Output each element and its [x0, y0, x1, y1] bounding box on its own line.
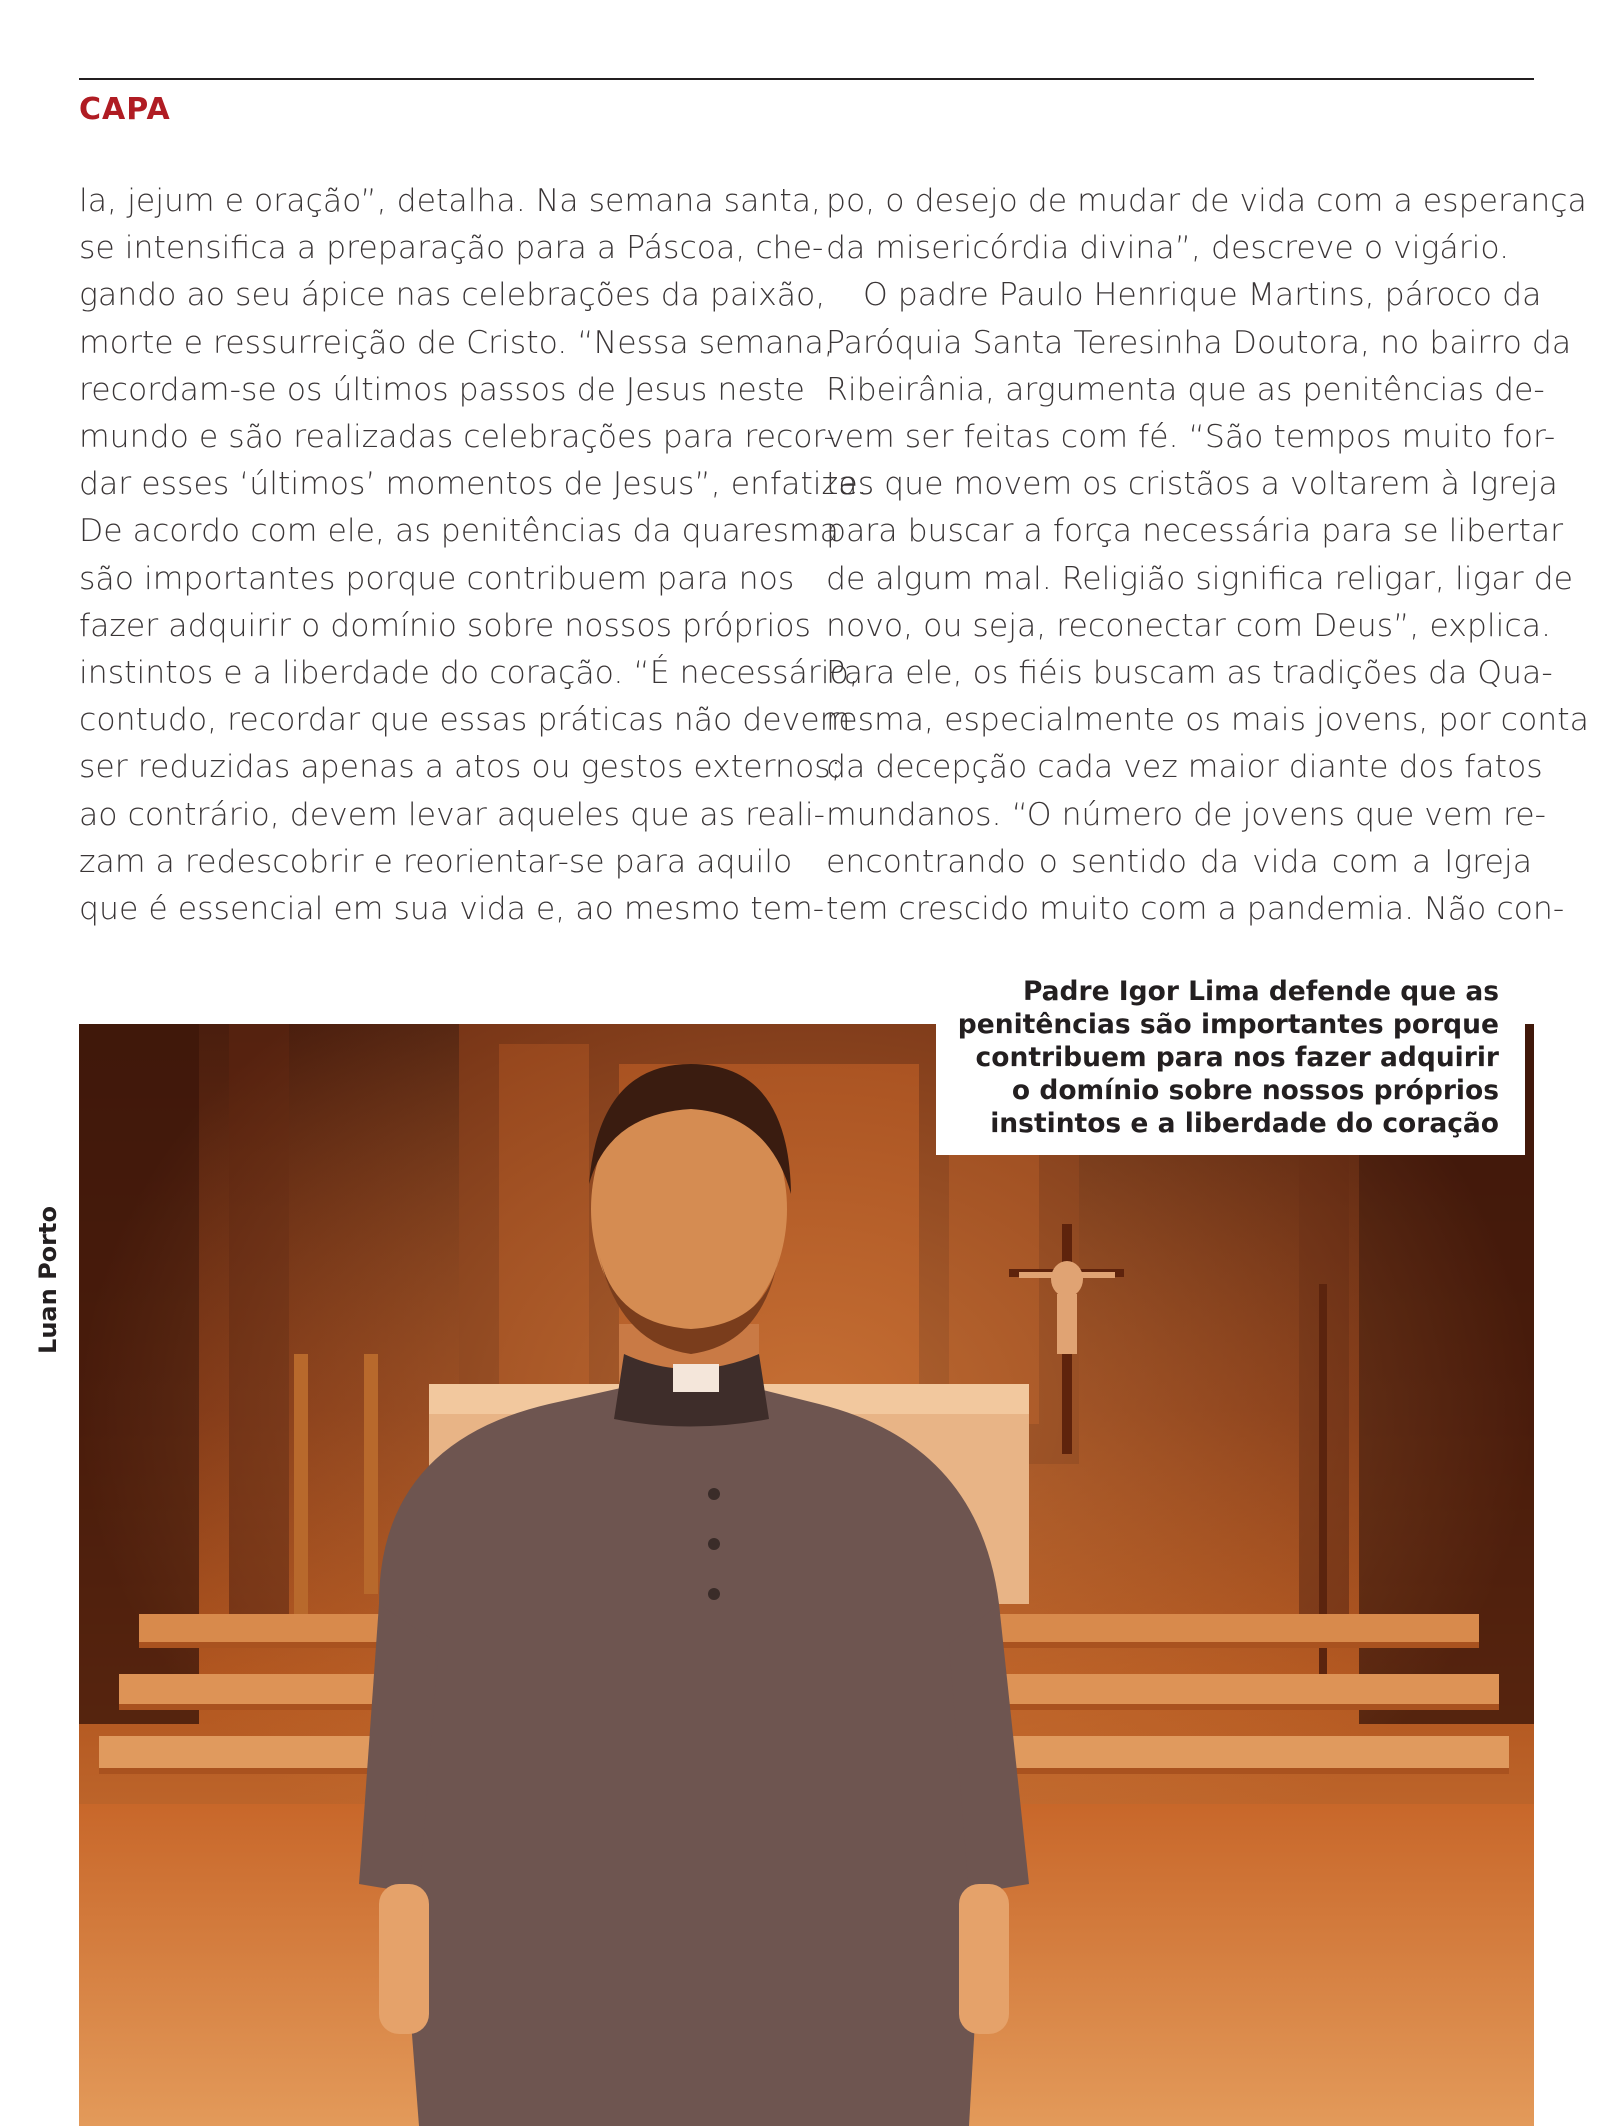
text-line: vem ser feitas com fé. “São tempos muito for-: [826, 419, 1556, 456]
text-line: resma, especialmente os mais jovens, por conta: [826, 702, 1589, 739]
text-line: O padre Paulo Henrique Martins, pároco da: [863, 277, 1542, 314]
text-line: Para ele, os fiéis buscam as tradições da Qua-: [826, 655, 1553, 692]
text-line: recordam-se os últimos passos de Jesus neste: [79, 371, 805, 408]
text-line: tem crescido muito com a pandemia. Não con-: [826, 891, 1565, 928]
header-rule: [79, 78, 1534, 80]
text-line: zam a redescobrir e reorientar-se para aquilo: [79, 843, 793, 880]
text-line: morte e ressurreição de Cristo. “Nessa semana,: [79, 324, 834, 361]
text-line: Ribeirânia, argumenta que as penitências de-: [826, 371, 1545, 408]
text-line: são importantes porque contribuem para nos: [79, 560, 795, 597]
caption-line: Padre Igor Lima defende que as: [1022, 976, 1499, 1007]
text-line: De acordo com ele, as penitências da quaresma: [79, 513, 839, 550]
text-line: fazer adquirir o domínio sobre nossos próprios: [79, 607, 811, 644]
text-line: novo, ou seja, reconectar com Deus”, explica.: [826, 607, 1552, 644]
text-line: contudo, recordar que essas práticas não devem: [79, 702, 851, 739]
text-line: mundanos. “O número de jovens que vem re-: [826, 796, 1547, 833]
text-line: ser reduzidas apenas a atos ou gestos externos;: [79, 749, 842, 786]
section-label: CAPA: [79, 92, 171, 127]
article-column-right: [826, 178, 1589, 933]
text-line: dar esses ‘últimos’ momentos de Jesus”, enfatiza.: [79, 466, 868, 503]
caption-line: o domínio sobre nossos próprios: [1011, 1075, 1499, 1106]
article-column-left: [79, 178, 868, 933]
text-line: encontrando o sentido da vida com a Igreja: [826, 843, 1532, 880]
text-line: se intensifica a preparação para a Páscoa, che-: [79, 230, 824, 267]
caption-line: penitências são importantes porque: [957, 1009, 1499, 1040]
text-line: Paróquia Santa Teresinha Doutora, no bairro da: [826, 324, 1572, 361]
text-line: gando ao seu ápice nas celebrações da paixão,: [79, 277, 826, 314]
text-line: da decepção cada vez maior diante dos fatos: [826, 749, 1543, 786]
photo-caption: [936, 975, 1525, 1155]
text-line: da misericórdia divina”, descreve o vigário.: [826, 230, 1510, 267]
text-line: po, o desejo de mudar de vida com a esperança: [826, 183, 1587, 219]
article-photo: [79, 1024, 1534, 2126]
text-line: instintos e a liberdade do coração. “É necessário,: [79, 655, 859, 692]
text-line: de algum mal. Religião significa religar, ligar de: [826, 560, 1574, 597]
text-line: que é essencial em sua vida e, ao mesmo tem-: [79, 891, 825, 928]
text-line: mundo e são realizadas celebrações para recor-: [79, 419, 835, 456]
caption-line: contribuem para nos fazer adquirir: [975, 1042, 1499, 1073]
caption-line: instintos e a liberdade do coração: [990, 1108, 1499, 1139]
text-line: la, jejum e oração”, detalha. Na semana santa,: [79, 183, 822, 219]
photo-credit: Luan Porto: [34, 1206, 62, 1354]
text-line: ao contrário, devem levar aqueles que as reali-: [79, 796, 825, 833]
text-line: para buscar a força necessária para se libertar: [826, 513, 1564, 550]
text-line: tes que movem os cristãos a voltarem à Igreja: [826, 466, 1558, 503]
